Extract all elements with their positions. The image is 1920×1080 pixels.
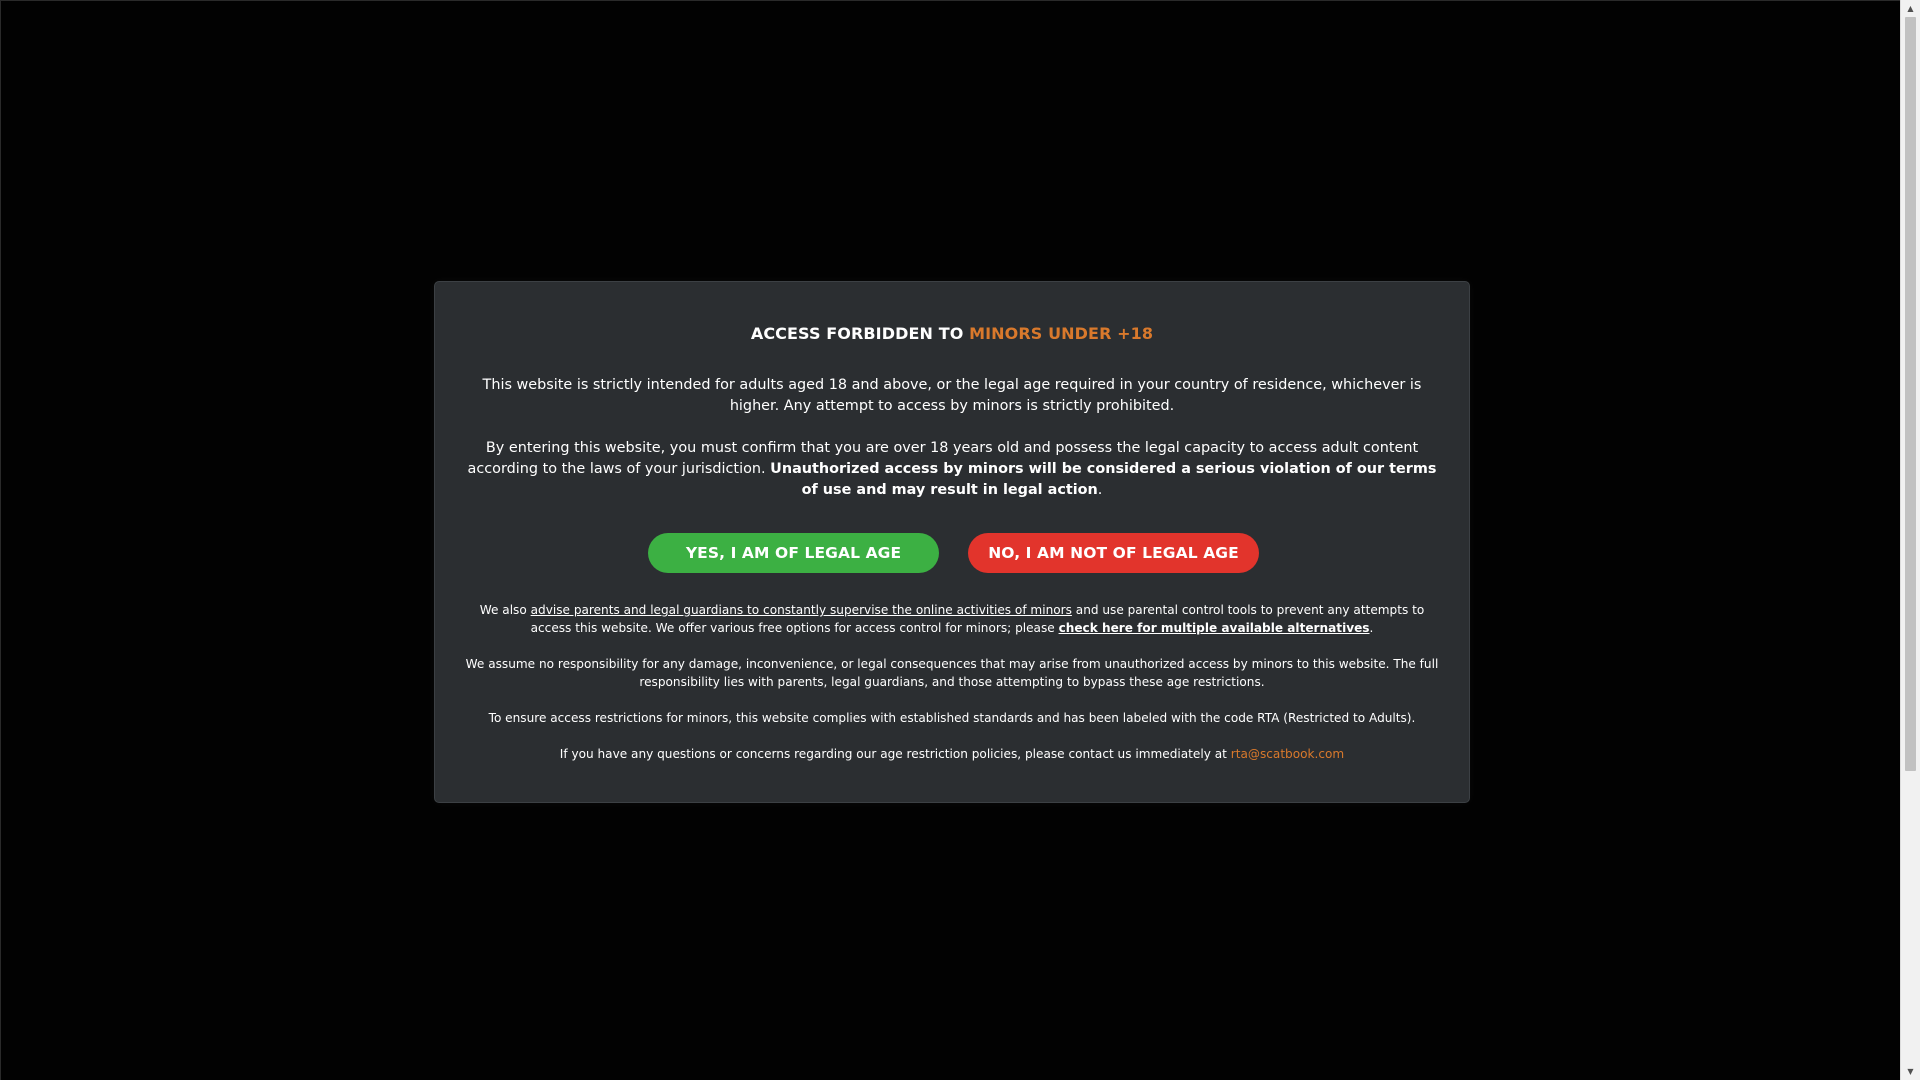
age-requirement-paragraph: This website is strictly intended for adults aged 18 and above, or the legal age required in your country of residence, whichever is higher. Any attempt to access by minors is strictly prohibited. bbox=[482, 377, 1422, 414]
parental-advice-end: . bbox=[1369, 621, 1374, 635]
liability-notice: We assume no responsibility for any damage, inconvenience, or legal consequences that may arise from unauthorized access by minors to this website. The full responsibility lies with parents, legal guardians, and those attempting to bypass these age restrictions. bbox=[465, 657, 1439, 689]
contact-text: If you have any questions or concerns regarding our age restriction policies, please contact us immediately at bbox=[559, 747, 1227, 761]
legal-warning-text: By entering this website, you must confirm that you are over 18 years old and possess the legal capacity to access adult content according to the laws of your jurisdiction. bbox=[467, 440, 1419, 477]
alternatives-link[interactable]: check here for multiple available alternatives bbox=[1058, 621, 1370, 635]
parental-advice-text: We also bbox=[479, 603, 527, 617]
confirm-legal-age-button[interactable]: YES, I AM OF LEGAL AGE bbox=[648, 533, 939, 573]
deny-legal-age-button[interactable]: NO, I AM NOT OF LEGAL AGE bbox=[968, 533, 1259, 573]
age-verification-modal bbox=[434, 281, 1470, 803]
contact-email-link[interactable]: rta@scatbook.com bbox=[1230, 747, 1345, 761]
legal-warning-bold: Unauthorized access by minors will be considered a serious violation of our terms of use and may result in legal action bbox=[770, 461, 1437, 498]
title-prefix: ACCESS FORBIDDEN TO bbox=[750, 324, 964, 343]
chevron-up-icon[interactable]: ▲ bbox=[1907, 4, 1914, 13]
legal-warning-end: . bbox=[1097, 482, 1103, 498]
modal-title bbox=[435, 324, 1469, 343]
chevron-down-icon[interactable]: ▼ bbox=[1907, 1067, 1914, 1076]
title-highlight: MINORS UNDER +18 bbox=[969, 324, 1154, 343]
legal-warning-paragraph bbox=[461, 438, 1443, 501]
rta-notice: To ensure access restrictions for minors, this website complies with established standards and has been labeled with the code RTA (Restricted to Adults). bbox=[488, 711, 1416, 725]
contact-notice bbox=[459, 745, 1445, 763]
vertical-scrollbar[interactable] bbox=[1900, 0, 1920, 1080]
scrollbar-thumb[interactable] bbox=[1905, 17, 1916, 771]
parental-advice-notice bbox=[459, 601, 1445, 637]
parental-supervision-link[interactable]: advise parents and legal guardians to constantly supervise the online activities of minors bbox=[530, 603, 1072, 617]
parental-control-text: and use parental control tools to prevent any attempts to access this website. We offer various free options for access control for minors; please bbox=[530, 603, 1425, 635]
